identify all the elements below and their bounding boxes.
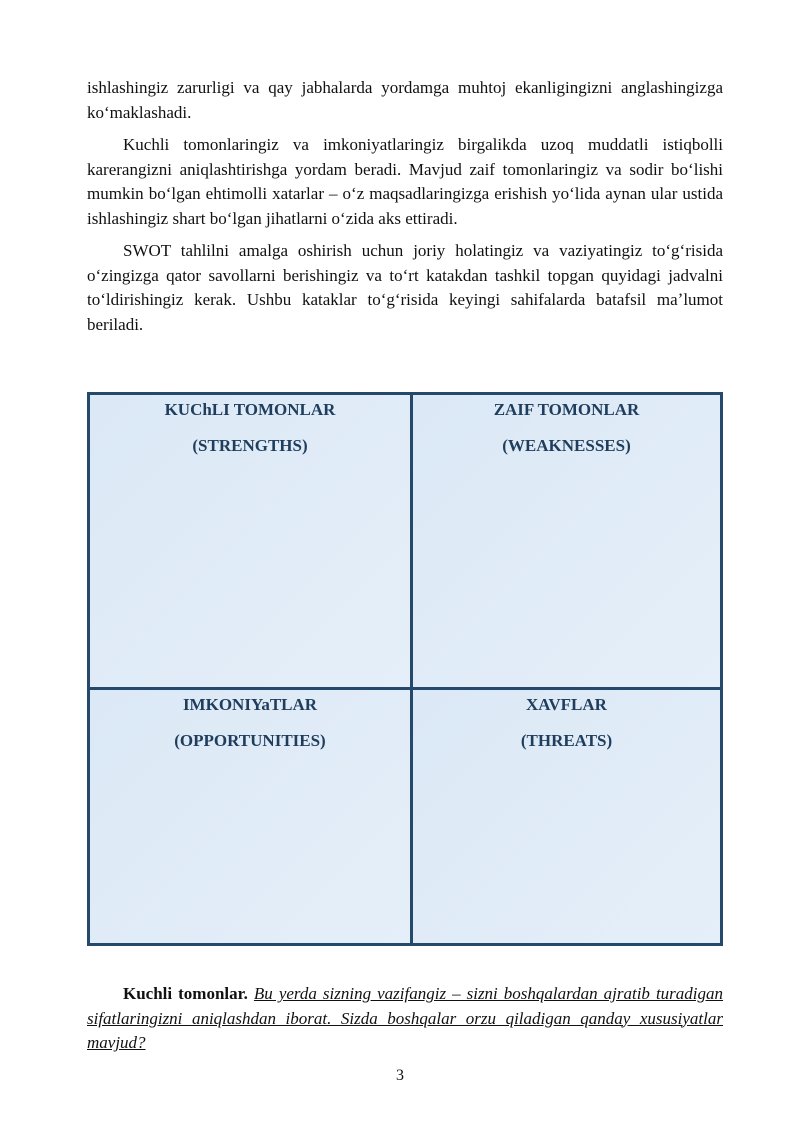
paragraph-3: SWOT tahlilni amalga oshirish uchun joriy holatingiz va vaziyatingiz toʻgʻrisida oʻzingizga qator savollarni berishingiz va toʻrt katakdan tashkil topgan quyidagi jadvalni toʻldirishingiz kerak. Ushbu kataklar toʻgʻrisida keyingi sahifalarda batafsil maʼlumot beriladi. bbox=[87, 241, 723, 334]
threats-subtitle: (THREATS) bbox=[520, 731, 613, 750]
paragraph-1: ishlashingiz zarurligi va qay jabhalarda yordamga muhtoj ekanligingizni anglashingizga koʻmaklashadi. bbox=[87, 78, 723, 122]
closing-section bbox=[87, 982, 723, 1056]
threats-title: XAVFLAR bbox=[526, 695, 607, 714]
page-number: 3 bbox=[396, 1067, 404, 1084]
strengths-subtitle: (STRENGTHS) bbox=[192, 436, 308, 455]
closing-question: Bu yerda sizning vazifangiz – sizni boshqalardan ajratib turadigan sifatlaringizni aniqlashdan iborat. Sizda boshqalar orzu qiladigan qanday xususiyatlar mavjud? bbox=[87, 984, 724, 1052]
strengths-title: KUChLI TOMONLAR bbox=[164, 400, 336, 419]
closing-heading: Kuchli tomonlar. bbox=[123, 984, 248, 1003]
weaknesses-title: ZAIF TOMONLAR bbox=[493, 400, 640, 419]
paragraph-2: Kuchli tomonlaringiz va imkoniyatlaringiz birgalikda uzoq muddatli istiqbolli karerangizni aniqlashtirishga yordam beradi. Mavjud zaif tomonlaringiz va sodir boʻlishi mumkin boʻlgan ehtimolli xatarlar – oʻz maqsadlaringizga erishish yoʻlida aynan ular ustida ishlashingiz shart boʻlgan jihatlarni oʻzida aks ettiradi. bbox=[87, 135, 723, 228]
opportunities-subtitle: (OPPORTUNITIES) bbox=[174, 731, 326, 750]
weaknesses-subtitle: (WEAKNESSES) bbox=[502, 436, 631, 455]
swot-cell-threats bbox=[413, 690, 720, 943]
body-text bbox=[87, 76, 723, 337]
swot-cell-opportunities bbox=[90, 690, 410, 943]
swot-cell-strengths bbox=[90, 395, 410, 687]
closing-paragraph bbox=[87, 982, 723, 1056]
opportunities-title: IMKONIYaTLAR bbox=[182, 695, 318, 714]
swot-table bbox=[87, 392, 723, 946]
swot-cell-weaknesses bbox=[413, 395, 720, 687]
